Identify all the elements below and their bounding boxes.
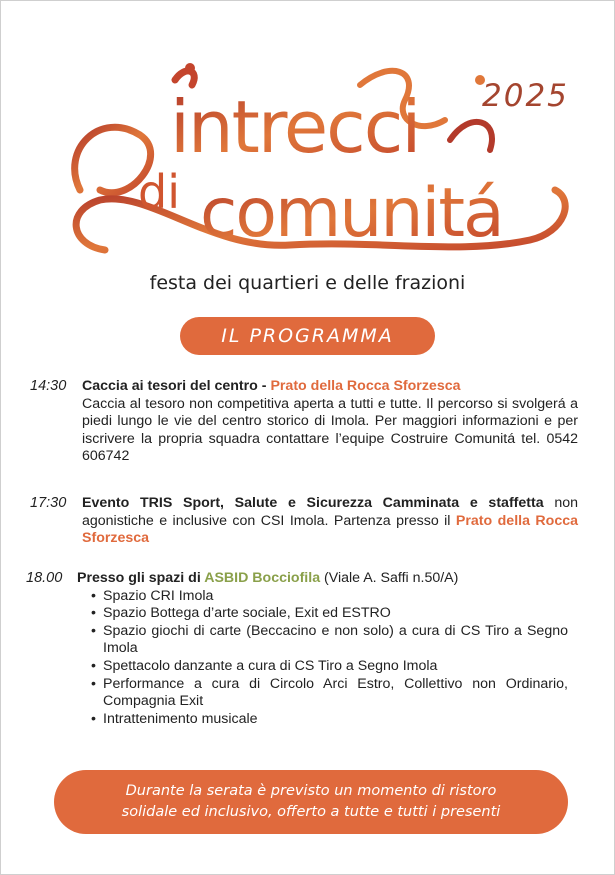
list-item: • Spazio giochi di carte (Beccacino e non solo) a cura di CS Tiro a Segno Imola [91,623,568,658]
banner-line-2: solidale ed inclusivo, offerto a tutte e tutti i presenti [121,804,501,820]
list-item: • Performance a cura di Circolo Arci Estro, Collettivo non Ordinario, Compagnia Exit [91,676,568,711]
logo-word-intrecci: intrecci [170,85,420,169]
logo-word-comunita: comunitá [200,174,503,253]
event-description: Caccia al tesoro non competitiva aperta a tutti e tutte. Il percorso si svolgerá a piedi lungo le vie del centro storico di Imola. Per maggiori informazioni e per iscrivere la propria squadra contattare l’equipe Costruire Comunitá tel. 0542 606742 [82,395,578,465]
refreshment-banner [54,770,568,834]
event-description: non agonistiche e inclusive con CSI Imola. Partenza presso il [82,495,578,529]
event-1430 [30,378,578,466]
event-location: Prato della Rocca Sforzesca [270,378,461,394]
list-item: • Spazio Bottega d’arte sociale, Exit ed ESTRO [91,605,568,623]
list-item: • Intrattenimento musicale [91,711,568,729]
intrecci-di-comunita-logo [60,40,580,280]
list-item: • Spazio CRI Imola [91,588,568,606]
event-1730 [30,495,578,548]
event-address: (Viale A. Saffi n.50/A) [320,570,459,586]
subtitle: festa dei quartieri e delle frazioni [149,272,466,294]
event-time: 18.00 [26,570,63,586]
event-time: 17:30 [30,495,67,511]
event-activity-list [91,588,568,729]
logo-word-di: di [138,165,180,219]
event-1800 [26,570,574,728]
event-location: ASBID Bocciofila [204,570,321,586]
event-time: 14:30 [30,378,67,394]
event-location: Prato della Rocca Sforzesca [82,512,578,547]
event-title: Presso gli spazi di [77,570,205,586]
event-title: Evento TRIS Sport, Salute e Sicurezza Camminata e staffetta [82,495,544,511]
event-title: Caccia ai tesori del centro - [82,378,271,394]
list-item: • Spettacolo danzante a cura di CS Tiro a Segno Imola [91,658,568,676]
program-badge: IL PROGRAMMA [180,317,435,355]
banner-line-1: Durante la serata è previsto un momento di ristoro [125,783,497,799]
year-label: 2025 [482,78,569,114]
